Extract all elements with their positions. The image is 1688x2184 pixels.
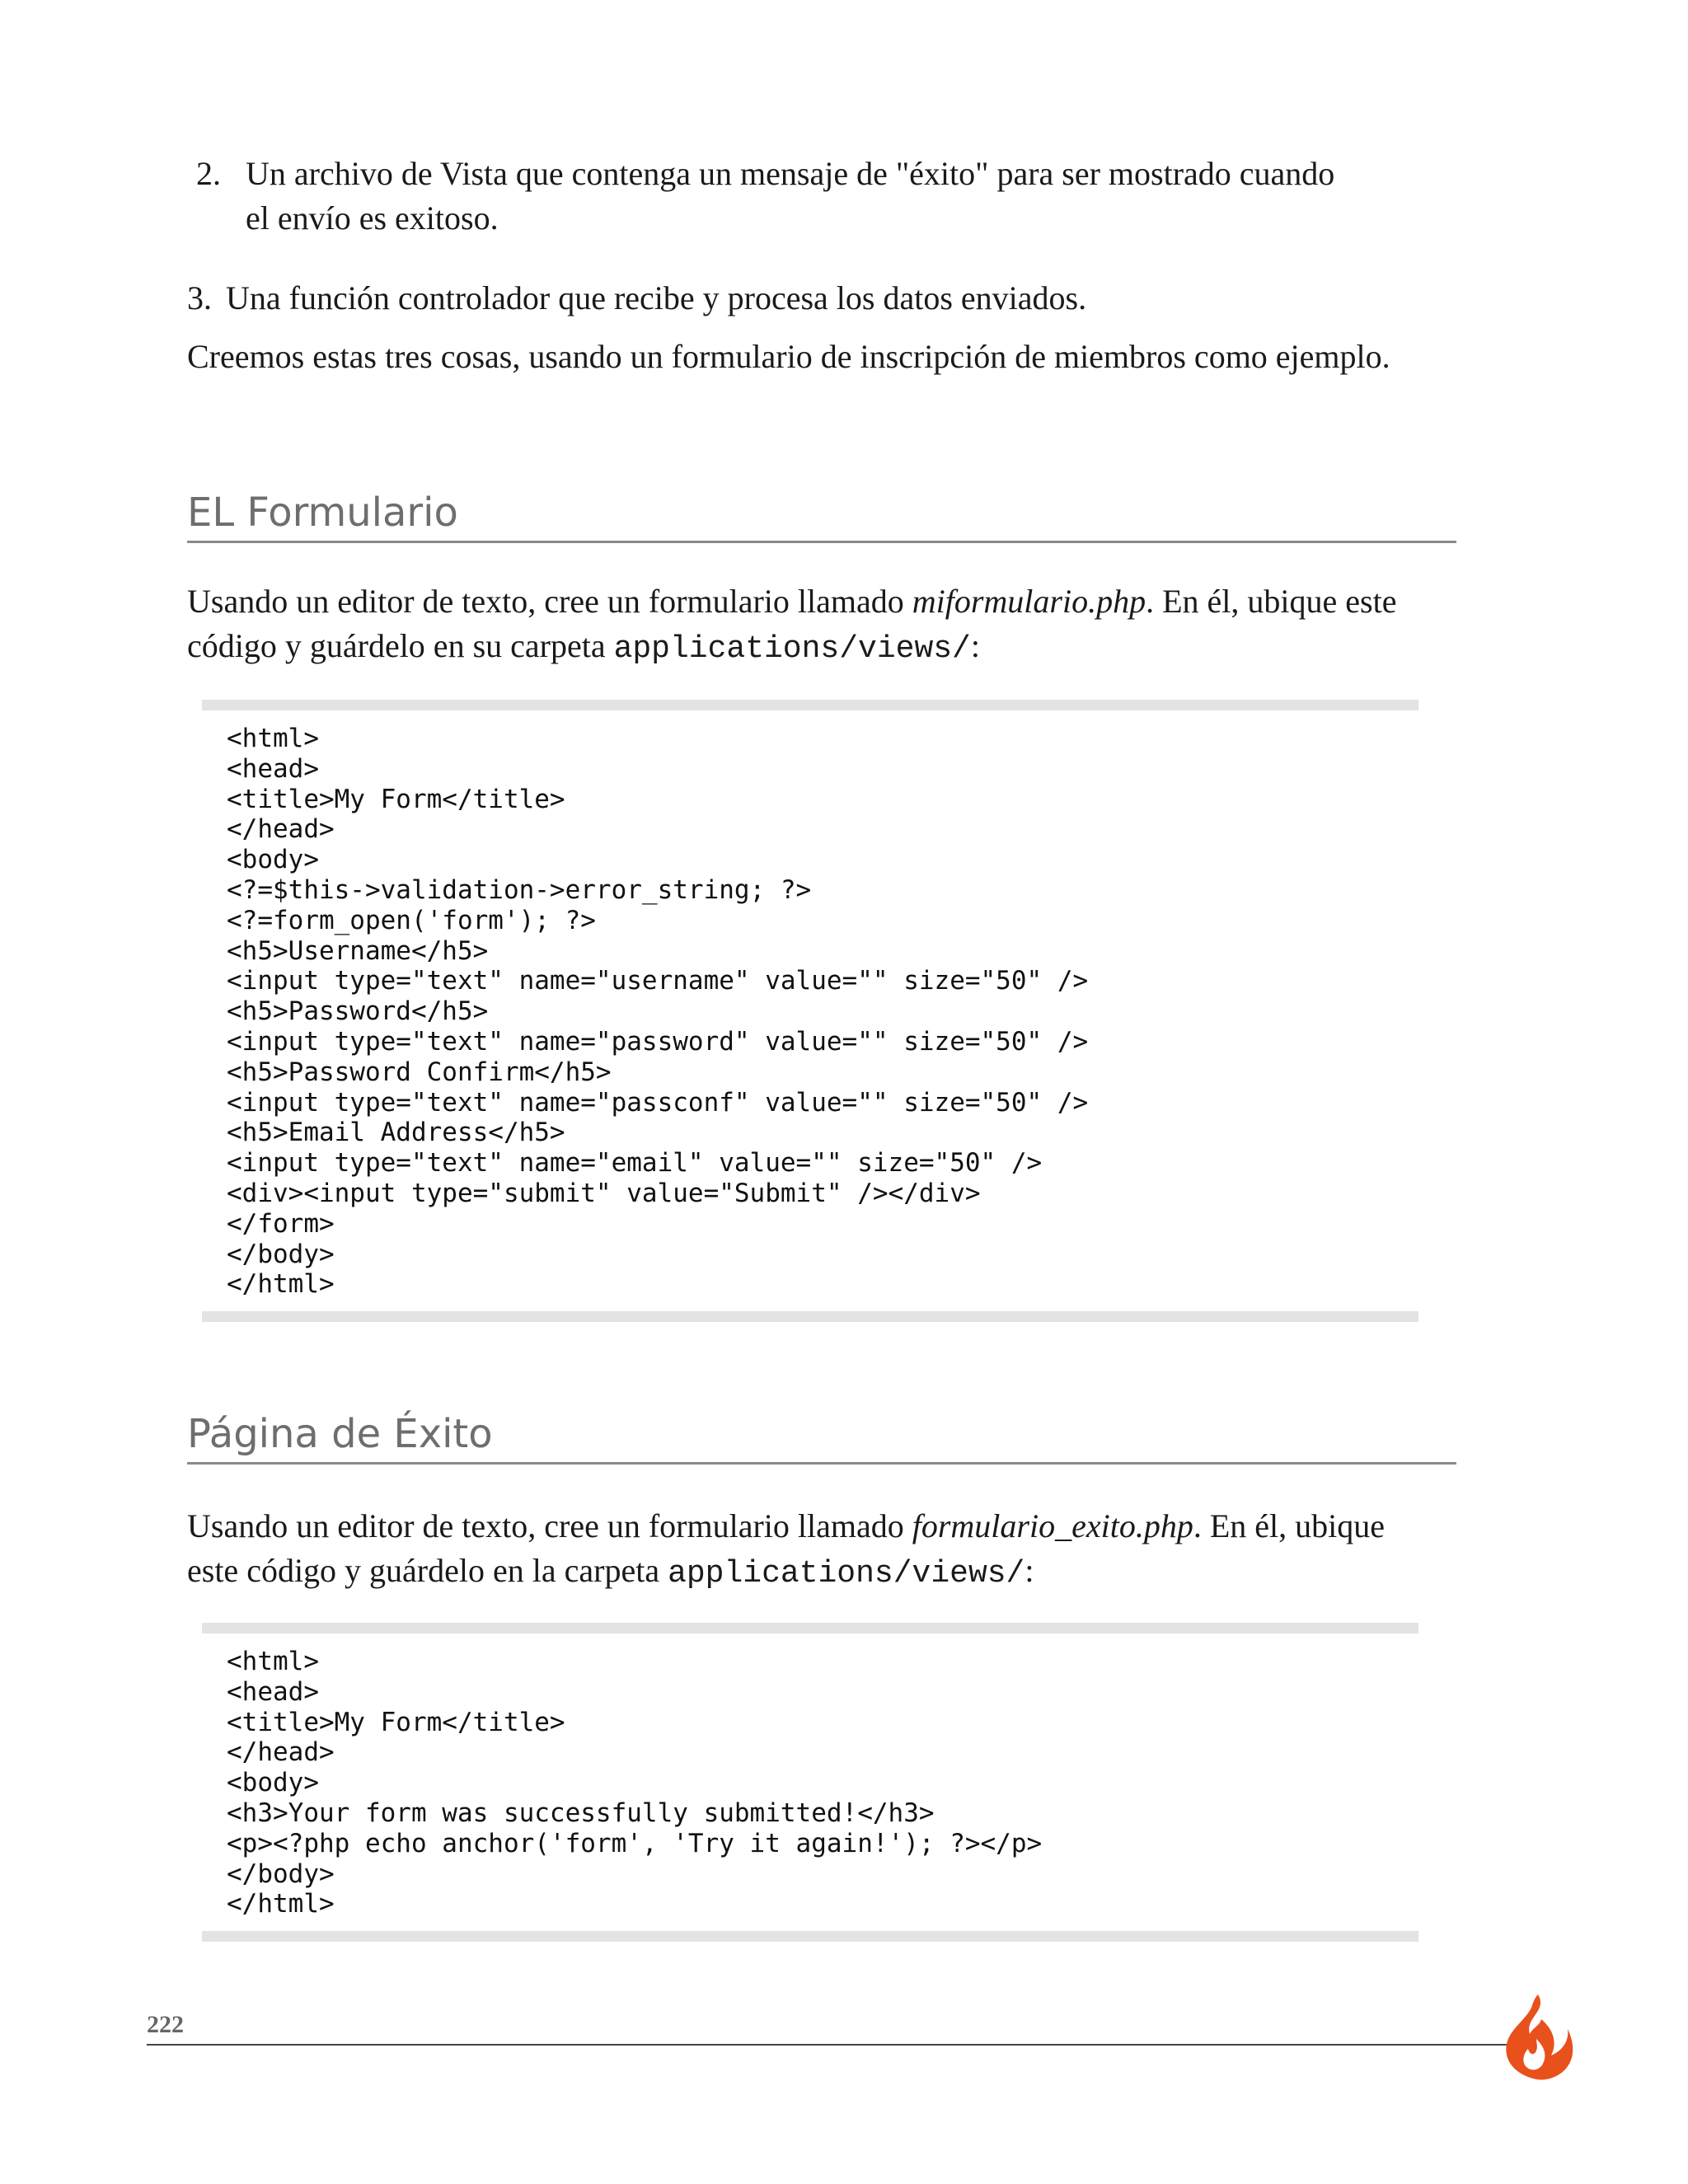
section2-filename: formulario_exito.php (912, 1507, 1193, 1544)
intro-paragraph (187, 335, 1448, 379)
list-item-text: Un archivo de Vista que contenga un mensaje de "éxito" para ser mostrado cuando el envío es exitoso. (246, 155, 1335, 237)
section1-paragraph (187, 579, 1461, 672)
list-item-number: 2. (196, 155, 221, 192)
intro-text: Creemos estas tres cosas, usando un formulario de inscripción de miembros como ejemplo. (187, 338, 1390, 375)
code-block-exito (202, 1623, 1418, 1942)
section1-text-end: : (970, 627, 980, 664)
list-item-text: Una función controlador que recibe y procesa los datos enviados. (226, 279, 1087, 316)
section1-text-middle: . En él, ubique este código y guárdelo en su carpeta (187, 583, 1397, 664)
section1-text-start: Usando un editor de texto, cree un formulario llamado (187, 583, 912, 620)
section-heading-exito: Página de Éxito (187, 1411, 1456, 1465)
list-item-number: 3. (187, 279, 212, 316)
section2-path: applications/views/ (668, 1556, 1025, 1591)
section1-path: applications/views/ (613, 631, 971, 667)
code-text: <html> <head> <title>My Form</title> </head> <body> <?=$this->validation->error_string; ?> <?=form_open('form'); ?> <h5>Username</h5> <input type="text" name="username" value="" size="50" /> <h5>Password</h5> <input type="text" name="password" value="" size="50" /> <h5>Password Confirm</h5> <input type="text" name="passconf" value="" size="50" /> <h5>Email Address</h5> <input type="text" name="email" value="" size="50" /> <div><input type="submit" value="Submit" /></div> </form> </body> </html> (227, 724, 1089, 1300)
section2-text (187, 1504, 1423, 1596)
section1-filename: miformulario.php (912, 583, 1146, 620)
section-heading-formulario: EL Formulario (187, 490, 1456, 543)
list-item (196, 152, 1350, 241)
page-number: 222 (147, 2011, 184, 2038)
footer-rule (147, 2044, 1515, 2046)
section2-text-start: Usando un editor de texto, cree un formulario llamado (187, 1507, 912, 1544)
codeigniter-flame-icon (1500, 1993, 1576, 2082)
code-block-formulario (202, 700, 1418, 1322)
section2-text-end: : (1025, 1552, 1034, 1589)
section2-text-middle: . En él, ubique este código y guárdelo en la carpeta (187, 1507, 1385, 1589)
section2-paragraph (187, 1504, 1423, 1596)
list-item (187, 276, 1423, 321)
code-text: <html> <head> <title>My Form</title> </head> <body> <h3>Your form was successfully submitted!</h3> <p><?php echo anchor('form', 'Try it again!'); ?></p> </body> </html> (227, 1647, 1043, 1919)
section1-text (187, 579, 1461, 672)
